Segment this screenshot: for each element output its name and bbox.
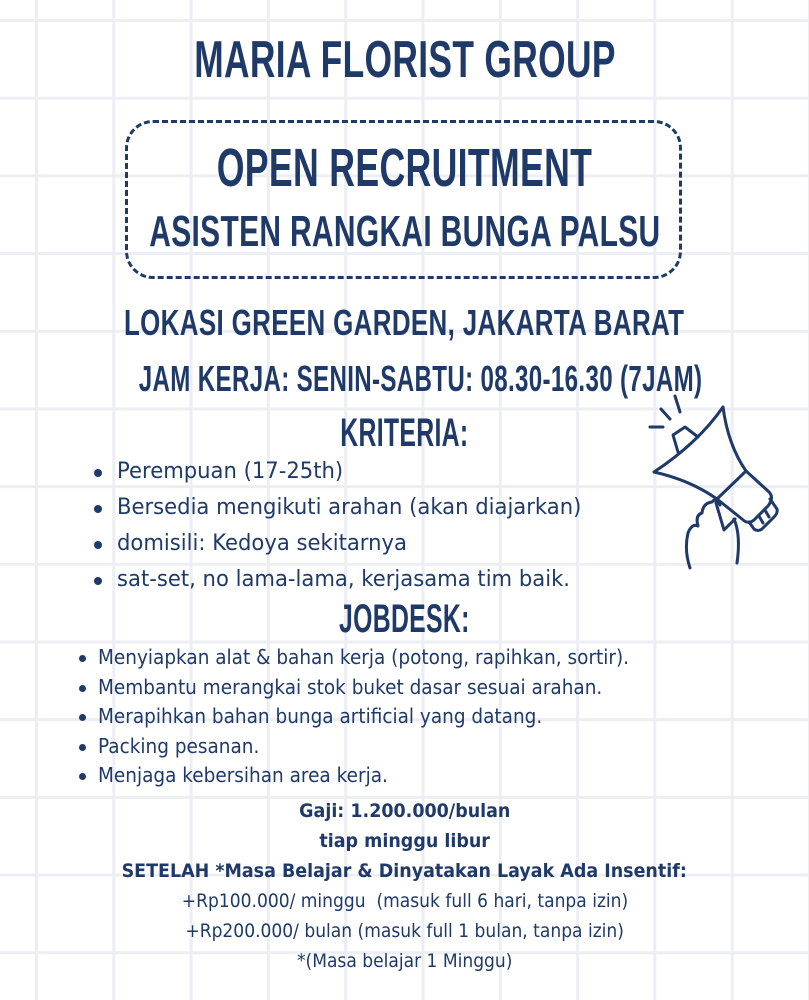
jobdesk-heading: JOBDESK: bbox=[339, 597, 470, 641]
jobdesk-list bbox=[78, 643, 688, 791]
incentive-weekly: +Rp100.000/ minggu (masuk full 6 hari, tanpa izin) bbox=[181, 890, 628, 912]
salary: Gaji: 1.200.000/bulan bbox=[298, 800, 511, 822]
location: LOKASI GREEN GARDEN, JAKARTA BARAT bbox=[124, 302, 685, 343]
company-name: MARIA FLORIST GROUP bbox=[193, 31, 616, 89]
bullet-icon bbox=[79, 685, 86, 692]
kriteria-heading: KRITERIA: bbox=[340, 411, 469, 455]
list-item: Merapihkan bahan bunga artificial yang datang. bbox=[78, 702, 688, 732]
bullet-icon bbox=[94, 469, 102, 477]
work-hours: JAM KERJA: SENIN-SABTU: 08.30-16.30 (7JAM) bbox=[138, 358, 703, 399]
incentive-monthly: +Rp200.000/ bulan (masuk full 1 bulan, tanpa izin) bbox=[185, 920, 624, 942]
bullet-icon bbox=[79, 655, 86, 662]
list-item: Menjaga kebersihan area kerja. bbox=[78, 761, 688, 791]
bullet-icon bbox=[94, 505, 102, 513]
training-note: *(Masa belajar 1 Minggu) bbox=[296, 950, 513, 972]
incentive-heading: SETELAH *Masa Belajar & Dinyatakan Layak Ada Insentif: bbox=[121, 860, 688, 882]
bullet-icon bbox=[79, 744, 86, 751]
bullet-icon bbox=[94, 541, 102, 549]
list-item: Membantu merangkai stok buket dasar sesuai arahan. bbox=[78, 673, 688, 703]
list-item: sat-set, no lama-lama, kerjasama tim baik. bbox=[92, 562, 601, 598]
bullet-icon bbox=[79, 714, 86, 721]
list-item: domisili: Kedoya sekitarnya bbox=[92, 526, 601, 562]
kriteria-list bbox=[92, 454, 601, 598]
bullet-icon bbox=[79, 773, 86, 780]
headline: OPEN RECRUITMENT bbox=[216, 138, 593, 198]
position-title: ASISTEN RANGKAI BUNGA PALSU bbox=[148, 207, 661, 256]
bullet-icon bbox=[94, 577, 102, 585]
list-item: Bersedia mengikuti arahan (akan diajarkan) bbox=[92, 490, 601, 526]
megaphone-icon bbox=[640, 385, 790, 570]
list-item: Perempuan (17-25th) bbox=[92, 454, 601, 490]
list-item: Menyiapkan alat & bahan kerja (potong, rapihkan, sortir). bbox=[78, 643, 688, 673]
list-item: Packing pesanan. bbox=[78, 732, 688, 762]
day-off: tiap minggu libur bbox=[319, 830, 490, 852]
